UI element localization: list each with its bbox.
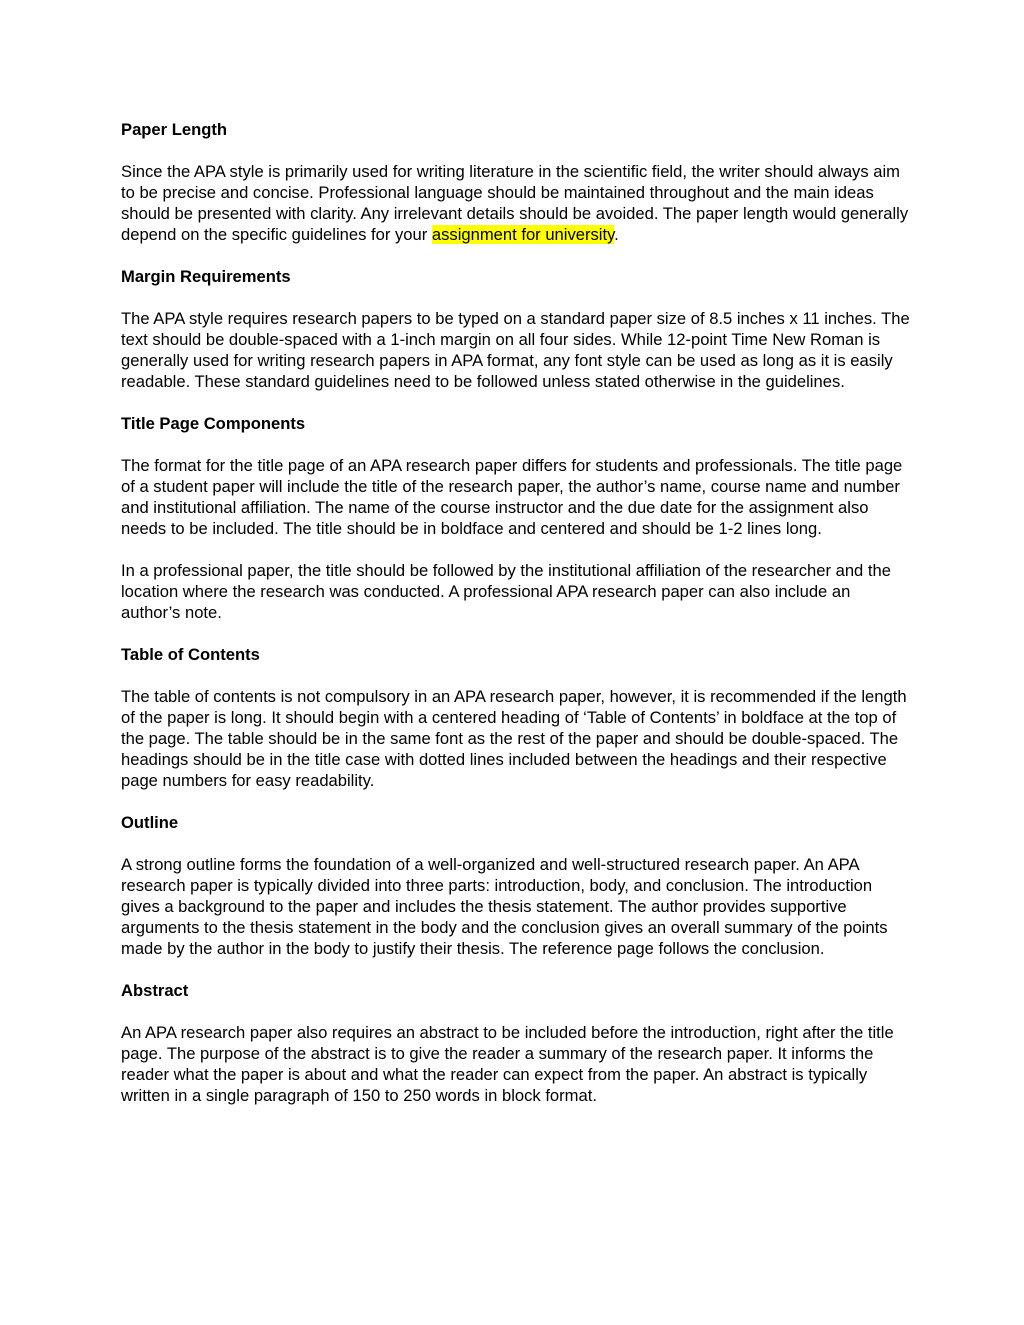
highlighted-text: assignment for university [431,225,615,244]
section-heading: Abstract [121,981,189,1000]
section-outline [121,812,911,959]
section-heading: Table of Contents [121,645,260,664]
section-heading: Paper Length [121,120,228,139]
paragraph: An APA research paper also requires an abstract to be included before the introduction, right after the title page. The purpose of the abstract is to give the reader a summary of the research paper. It informs the reader what the paper is about and what the reader can expect from the paper. An abstract is typically written in a single paragraph of 150 to 250 words in block format. [121,1023,894,1105]
paragraph-text: Since the APA style is primarily used for writing literature in the scientific field, the writer should always aim to be precise and concise. Professional language should be maintained throughout and the main ideas should be presented with clarity. Any irrelevant details should be avoided. The paper length would generally depend on the specific guidelines for your [121,162,909,244]
paragraph: A strong outline forms the foundation of a well-organized and well-structured research paper. An APA research paper is typically divided into three parts: introduction, body, and conclusion. The introduction gives a background to the paper and includes the thesis statement. The author provides supportive arguments to the thesis statement in the body and the conclusion gives an overall summary of the points made by the author in the body to justify their thesis. The reference page follows the conclusion. [121,855,888,958]
paragraph: The table of contents is not compulsory in an APA research paper, however, it is recommended if the length of the paper is long. It should begin with a centered heading of ‘Table of Contents’ in boldface at the top of the page. The table should be in the same font as the rest of the paper and should be double-spaced. The headings should be in the title case with dotted lines included between the headings and their respective page numbers for easy readability. [121,687,907,790]
paragraph: In a professional paper, the title should be followed by the institutional affiliation of the researcher and the location where the research was conducted. A professional APA research paper can also include an author’s note. [121,561,891,622]
document-body [121,119,911,1127]
section-heading: Outline [121,813,179,832]
paragraph [121,161,911,245]
section-margin-requirements [121,266,911,392]
section-table-of-contents [121,644,911,791]
paragraph: The APA style requires research papers to be typed on a standard paper size of 8.5 inches x 11 inches. The text should be double-spaced with a 1-inch margin on all four sides. While 12-point Time New Roman is generally used for writing research papers in APA format, any font style can be used as long as it is easily readable. These standard guidelines need to be followed unless stated otherwise in the guidelines. [121,309,910,391]
section-heading: Margin Requirements [121,267,291,286]
paragraph: The format for the title page of an APA research paper differs for students and professionals. The title page of a student paper will include the title of the research paper, the author’s name, course name and number and institutional affiliation. The name of the course instructor and the due date for the assignment also needs to be included. The title should be in boldface and centered and should be 1-2 lines long. [121,456,903,538]
section-paper-length [121,119,911,245]
section-title-page-components [121,413,911,623]
paragraph-text-end: . [614,225,619,244]
section-heading: Title Page Components [121,414,306,433]
section-abstract [121,980,911,1106]
